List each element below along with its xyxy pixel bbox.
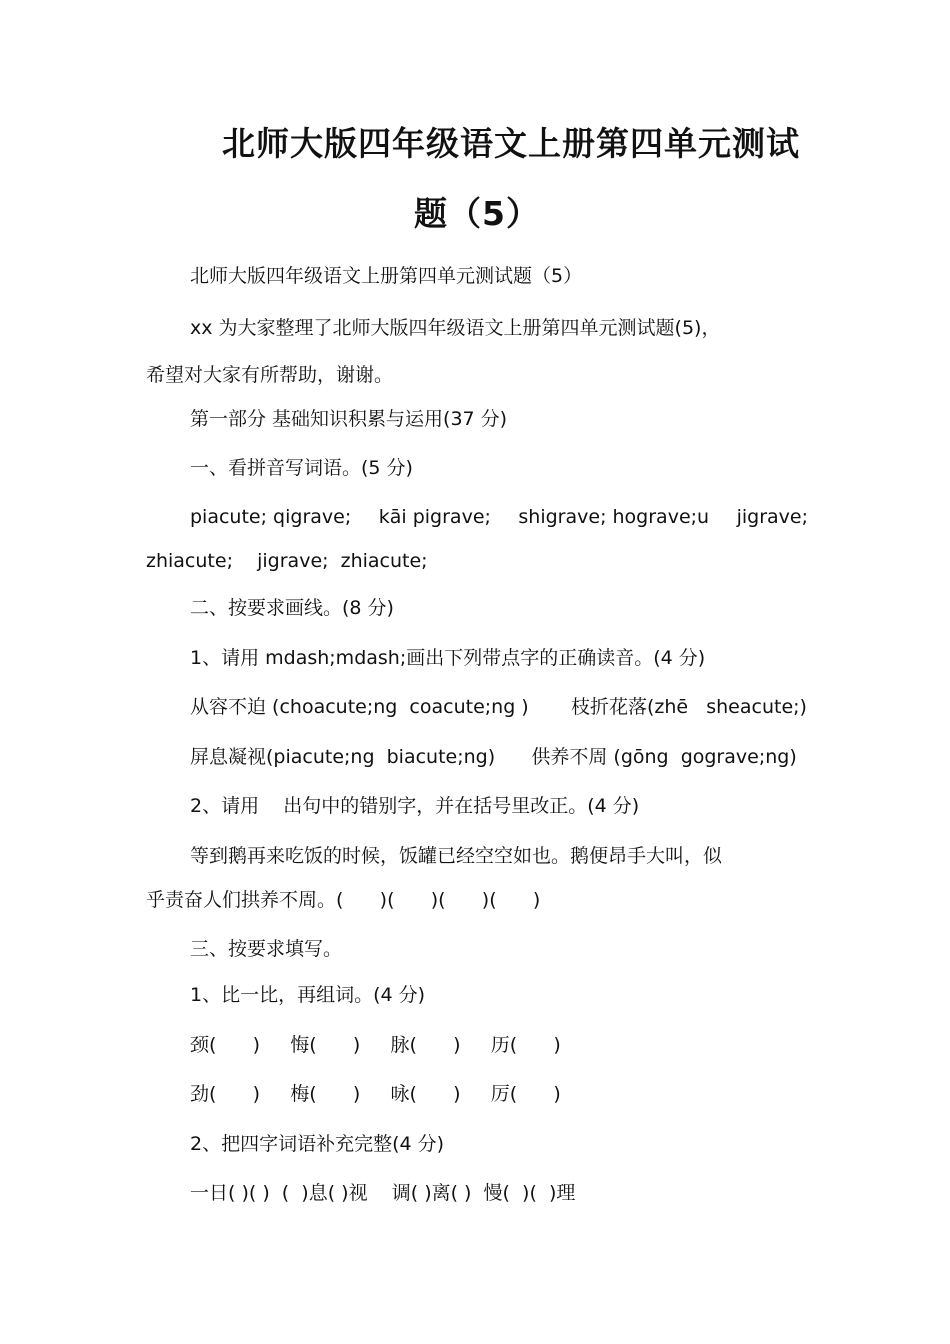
pinyin-row-1 xyxy=(190,503,808,531)
question-2-2: 2、请用 出句中的错别字，并在括号里改正。(4 分) xyxy=(190,795,640,817)
pinyin-item: kāi pigrave; xyxy=(378,506,491,528)
section1-heading: 一、看拼音写词语。(5 分) xyxy=(190,457,413,479)
compare-row-2: 劲( ) 梅( ) 咏( ) 厉( ) xyxy=(190,1083,561,1105)
part1-heading: 第一部分 基础知识积累与运用(37 分) xyxy=(190,408,508,430)
document-title-line1: 北师大版四年级语文上册第四单元测试 xyxy=(222,124,800,163)
document-subtitle: 北师大版四年级语文上册第四单元测试题（5） xyxy=(190,265,583,287)
fill-in-row: 一日( )( ) ( )息( )视 调( )离( ) 慢( )( )理 xyxy=(190,1182,576,1204)
reading-row-2: 屏息凝视(piacute;ng biacute;ng) 供养不周 (gōng gograve;ng) xyxy=(190,746,797,768)
reading-row-1: 从容不迫 (choacute;ng coacute;ng ) 枝折花落(zhē sheacute;) xyxy=(190,696,807,718)
document-title-line2: 题（5） xyxy=(414,194,540,233)
pinyin-item: piacute; qigrave; xyxy=(190,506,352,528)
intro-line-1: xx 为大家整理了北师大版四年级语文上册第四单元测试题(5)， xyxy=(190,317,721,339)
pinyin-item: jigrave; xyxy=(736,506,808,528)
question-3-1: 1、比一比，再组词。(4 分) xyxy=(190,984,426,1006)
compare-row-1: 颈( ) 悔( ) 脉( ) 历( ) xyxy=(190,1034,561,1056)
question-2-1: 1、请用 mdash;mdash;画出下列带点字的正确读音。(4 分) xyxy=(190,647,706,669)
section2-heading: 二、按要求画线。(8 分) xyxy=(190,597,394,619)
question-3-2: 2、把四字词语补充完整(4 分) xyxy=(190,1133,445,1155)
paragraph-line-2: 乎责奋人们拱养不周。( )( )( )( ) xyxy=(146,889,541,911)
paragraph-line-1: 等到鹅再来吃饭的时候，饭罐已经空空如也。鹅便昂手大叫，似 xyxy=(190,845,723,867)
pinyin-row-2: zhiacute; jigrave; zhiacute; xyxy=(146,550,428,572)
intro-line-2: 希望对大家有所帮助，谢谢。 xyxy=(146,364,394,386)
section3-heading: 三、按要求填写。 xyxy=(190,938,343,960)
pinyin-item: shigrave; hograve;u xyxy=(518,506,710,528)
